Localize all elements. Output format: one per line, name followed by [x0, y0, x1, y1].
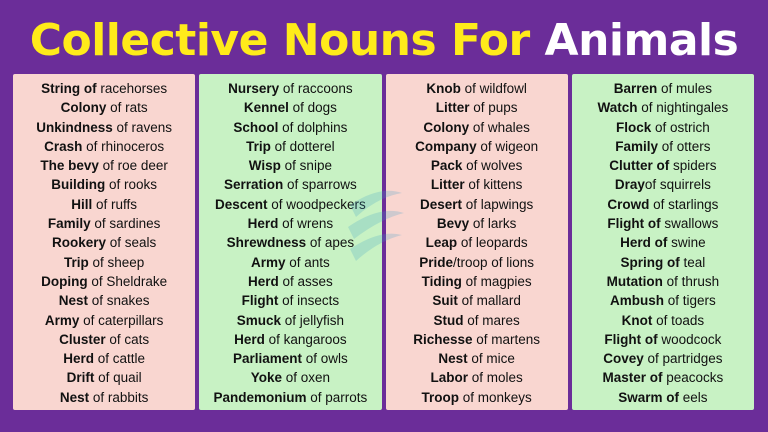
noun-item [386, 98, 568, 117]
collective-noun: Tiding [421, 273, 462, 289]
noun-item [199, 156, 381, 175]
noun-item [13, 233, 195, 252]
noun-item [13, 330, 195, 349]
animal-phrase: of asses [278, 273, 333, 289]
noun-item [199, 311, 381, 330]
noun-item [386, 291, 568, 310]
animal-phrase: of jellyfish [281, 312, 345, 328]
collective-noun: Dray [614, 177, 645, 193]
noun-item [386, 195, 568, 214]
noun-item [572, 214, 754, 233]
animal-phrase: of dotterel [270, 138, 335, 154]
collective-noun: Knob [426, 81, 461, 96]
collective-noun: School [233, 119, 279, 135]
title-highlight: Collective Nouns For [29, 15, 530, 66]
animal-phrase: of ravens [112, 119, 173, 135]
animal-phrase: woodcock [657, 331, 722, 347]
animal-phrase: of ants [285, 254, 330, 270]
collective-noun: Smuck [236, 312, 281, 328]
noun-item [13, 175, 195, 194]
animal-phrase: of rooks [105, 177, 158, 193]
collective-noun: Knot [621, 312, 653, 328]
noun-column-4 [572, 74, 754, 410]
collective-noun: Labor [430, 370, 468, 386]
noun-item [386, 233, 568, 252]
noun-item [13, 349, 195, 368]
noun-item [13, 214, 195, 233]
collective-noun: Leap [425, 235, 458, 251]
collective-noun: Barren [613, 81, 658, 96]
collective-noun: Litter [430, 177, 465, 193]
noun-item [386, 330, 568, 349]
animal-phrase: of rabbits [89, 389, 149, 405]
animal-phrase: of rats [106, 100, 148, 116]
noun-column-3 [386, 74, 568, 410]
page-title [0, 10, 768, 72]
animal-phrase: of monkeys [458, 389, 532, 405]
collective-noun: Trip [63, 254, 89, 270]
noun-item [572, 156, 754, 175]
noun-list-3 [386, 79, 568, 407]
collective-noun: Nest [59, 389, 90, 405]
noun-item [199, 388, 381, 407]
animal-phrase: of whales [469, 119, 530, 135]
collective-noun: Herd [247, 216, 279, 232]
noun-item [572, 195, 754, 214]
collective-noun: Colony [423, 119, 470, 135]
collective-noun: Cluster [59, 331, 106, 347]
noun-item [572, 330, 754, 349]
collective-noun: Pride [419, 254, 453, 270]
collective-noun: Hill [71, 196, 93, 212]
noun-item [13, 137, 195, 156]
noun-item [386, 214, 568, 233]
noun-item [572, 388, 754, 407]
noun-item [199, 349, 381, 368]
animal-phrase: of dolphins [278, 119, 348, 135]
noun-item [13, 272, 195, 291]
collective-noun: Covey [603, 351, 644, 367]
animal-phrase: of otters [658, 138, 711, 154]
collective-noun: Master of [602, 370, 663, 386]
collective-noun: Swarm of [618, 389, 679, 405]
noun-item [386, 253, 568, 272]
noun-item [386, 175, 568, 194]
noun-item [199, 291, 381, 310]
animal-phrase: of mules [657, 81, 713, 96]
noun-item [13, 79, 195, 98]
animal-phrase: of sparrows [283, 177, 357, 193]
noun-item [572, 175, 754, 194]
animal-phrase: swallows [660, 216, 719, 232]
collective-noun: Parliament [232, 351, 302, 367]
collective-noun: Desert [419, 196, 462, 212]
noun-item [386, 388, 568, 407]
collective-noun: Richesse [413, 331, 473, 347]
collective-noun: Nest [438, 351, 468, 367]
noun-item [386, 311, 568, 330]
animal-phrase: of mallard [457, 293, 521, 309]
animal-phrase: of snipe [280, 158, 332, 174]
noun-item [386, 137, 568, 156]
collective-noun: Company [415, 138, 477, 154]
collective-noun: Clutter of [609, 158, 670, 174]
collective-noun: Family [615, 138, 658, 154]
collective-noun: Flight [241, 293, 279, 309]
noun-item [13, 118, 195, 137]
animal-phrase: of mares [463, 312, 520, 328]
animal-phrase: of sardines [90, 216, 161, 232]
noun-item [13, 156, 195, 175]
collective-noun: Bevy [436, 216, 470, 232]
collective-noun: Shrewdness [226, 235, 307, 251]
animal-phrase: of roe deer [98, 158, 168, 174]
animal-phrase: of woodpeckers [267, 196, 366, 212]
animal-phrase: of kangaroos [264, 331, 347, 347]
collective-noun: Herd [247, 273, 279, 289]
animal-phrase: of sheep [88, 254, 145, 270]
animal-phrase: of leopards [457, 235, 528, 251]
noun-item [199, 118, 381, 137]
animal-phrase: of ostrich [651, 119, 710, 135]
collective-noun: Crash [44, 138, 83, 154]
collective-noun: Rookery [51, 235, 106, 251]
animal-phrase: of snakes [87, 293, 150, 309]
noun-list-4 [572, 79, 754, 407]
collective-noun: Pandemonium [213, 389, 307, 405]
noun-item [13, 291, 195, 310]
animal-phrase: of seals [106, 235, 157, 251]
noun-item [572, 349, 754, 368]
animal-phrase: of owls [302, 351, 348, 367]
collective-noun: Family [47, 216, 91, 232]
collective-noun: Suit [432, 293, 458, 309]
animal-phrase: teal [679, 254, 706, 270]
noun-item [572, 233, 754, 252]
animal-phrase: /troop of lions [452, 254, 535, 270]
animal-phrase: of squirrels [644, 177, 711, 193]
noun-item [199, 79, 381, 98]
collective-noun: Litter [435, 100, 470, 116]
animal-phrase: of cattle [93, 351, 146, 367]
collective-noun: Herd [234, 331, 265, 347]
collective-noun: Army [44, 312, 80, 328]
animal-phrase: of nightingales [637, 100, 729, 116]
animal-phrase: of starlings [649, 196, 719, 212]
noun-item [572, 79, 754, 98]
noun-item [386, 272, 568, 291]
noun-item [13, 253, 195, 272]
animal-phrase: of kittens [464, 177, 523, 193]
animal-phrase: of moles [467, 370, 523, 386]
collective-noun: Building [51, 177, 106, 193]
noun-item [199, 137, 381, 156]
noun-item [572, 368, 754, 387]
animal-phrase: of insects [278, 293, 340, 309]
animal-phrase: of apes [306, 235, 355, 251]
animal-phrase: of raccoons [279, 81, 353, 96]
collective-noun: Yoke [250, 370, 282, 386]
noun-item [386, 368, 568, 387]
animal-phrase: of dogs [288, 100, 337, 116]
animal-phrase: of oxen [281, 370, 331, 386]
collective-noun: Ambush [609, 293, 664, 309]
animal-phrase: of wildfowl [460, 81, 527, 96]
animal-phrase: of Sheldrake [87, 273, 168, 289]
noun-item [13, 368, 195, 387]
noun-item [386, 118, 568, 137]
animal-phrase: of wigeon [476, 138, 539, 154]
animal-phrase: of magpies [461, 273, 532, 289]
animal-phrase: of lapwings [461, 196, 534, 212]
noun-item [572, 118, 754, 137]
animal-phrase: of ruffs [92, 196, 138, 212]
animal-phrase: of caterpillars [79, 312, 164, 328]
noun-list-1 [13, 79, 195, 407]
title-animals: Animals [544, 15, 739, 66]
animal-phrase: of tigers [663, 293, 716, 309]
noun-item [13, 388, 195, 407]
animal-phrase: of toads [652, 312, 705, 328]
collective-noun: Flight of [607, 216, 661, 232]
noun-item [572, 272, 754, 291]
collective-noun: Flock [615, 119, 652, 135]
watermark-logo-icon [340, 175, 410, 275]
animal-phrase: of thrush [662, 273, 720, 289]
noun-item [13, 195, 195, 214]
animal-phrase: of parrots [306, 389, 368, 405]
animal-phrase: peacocks [662, 370, 724, 386]
noun-item [199, 98, 381, 117]
collective-noun: The bevy [40, 158, 99, 174]
animal-phrase: racehorses [96, 81, 168, 96]
collective-noun: Descent [214, 196, 268, 212]
collective-noun: Mutation [606, 273, 663, 289]
collective-noun: Drift [66, 370, 95, 386]
collective-noun: Stud [433, 312, 464, 328]
noun-item [386, 156, 568, 175]
animal-phrase: of wrens [278, 216, 334, 232]
collective-noun: Nursery [228, 81, 280, 96]
animal-phrase: of cats [105, 331, 150, 347]
animal-phrase: swine [667, 235, 706, 251]
collective-noun: Crowd [607, 196, 650, 212]
noun-item [13, 311, 195, 330]
collective-noun: Doping [41, 273, 88, 289]
collective-noun: Pack [430, 158, 463, 174]
animal-phrase: of rhinoceros [82, 138, 165, 154]
collective-noun: Troop [421, 389, 459, 405]
noun-item [572, 253, 754, 272]
noun-item [572, 98, 754, 117]
noun-item [572, 311, 754, 330]
collective-noun: Nest [58, 293, 88, 309]
animal-phrase: of mice [467, 351, 515, 367]
animal-phrase: eels [678, 389, 708, 405]
animal-phrase: of wolves [462, 158, 523, 174]
animal-phrase: of partridges [643, 351, 723, 367]
collective-noun: Flight of [604, 331, 658, 347]
noun-item [386, 349, 568, 368]
collective-noun: Serration [223, 177, 284, 193]
collective-noun: Herd [63, 351, 94, 367]
collective-noun: Wisp [248, 158, 281, 174]
collective-noun: Kennel [243, 100, 289, 116]
collective-noun: String of [41, 81, 97, 96]
noun-item [572, 137, 754, 156]
collective-noun: Herd of [620, 235, 668, 251]
animal-phrase: spiders [669, 158, 717, 174]
collective-noun: Army [250, 254, 286, 270]
noun-column-1 [13, 74, 195, 410]
collective-noun: Unkindness [36, 119, 113, 135]
noun-item [199, 368, 381, 387]
noun-item [572, 291, 754, 310]
animal-phrase: of martens [472, 331, 541, 347]
animal-phrase: of quail [94, 370, 142, 386]
noun-item [199, 330, 381, 349]
collective-noun: Watch [597, 100, 638, 116]
collective-noun: Trip [246, 138, 271, 154]
animal-phrase: of pups [469, 100, 518, 116]
collective-noun: Spring of [620, 254, 680, 270]
collective-noun: Colony [60, 100, 107, 116]
animal-phrase: of larks [469, 216, 517, 232]
noun-item [386, 79, 568, 98]
noun-item [13, 98, 195, 117]
